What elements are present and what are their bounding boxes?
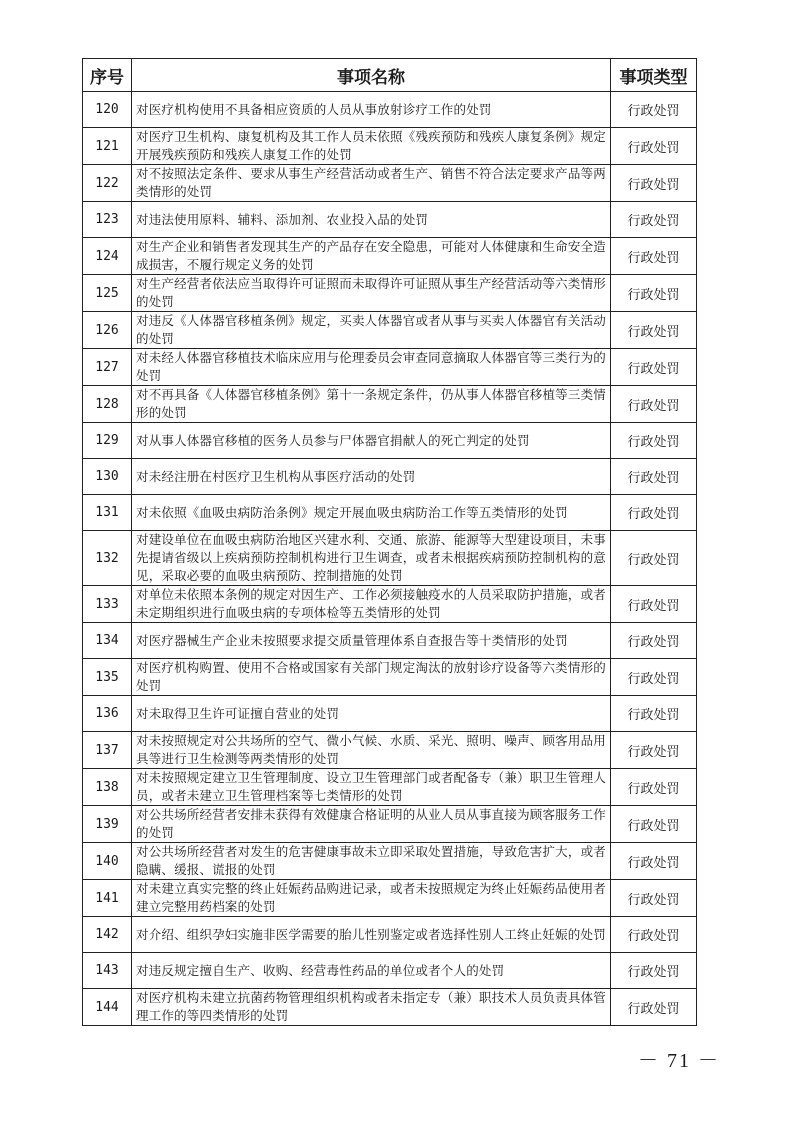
table-row xyxy=(83,312,697,349)
table-row xyxy=(83,880,697,917)
row-serial-number: 144 xyxy=(83,989,132,1026)
row-item-name: 对医疗器械生产企业未按照要求提交质量管理体系自查报告等十类情形的处罚 xyxy=(132,623,611,659)
row-item-name: 对未按照规定对公共场所的空气、微小气候、水质、采光、照明、噪声、顾客用品用具等进行卫生检测等两类情形的处罚 xyxy=(132,732,611,769)
items-table xyxy=(82,58,697,1026)
row-item-name: 对医疗机构未建立抗菌药物管理组织机构或者未指定专（兼）职技术人员负责具体管理工作的等四类情形的处罚 xyxy=(132,989,611,1026)
table-row xyxy=(83,202,697,238)
row-item-name: 对公共场所经营者对发生的危害健康事故未立即采取处置措施，导致危害扩大，或者隐瞒、缓报、谎报的处罚 xyxy=(132,843,611,880)
table-row xyxy=(83,238,697,275)
table-row xyxy=(83,989,697,1026)
row-item-type: 行政处罚 xyxy=(611,349,697,386)
row-serial-number: 128 xyxy=(83,386,132,423)
row-serial-number: 126 xyxy=(83,312,132,349)
row-item-name: 对建设单位在血吸虫病防治地区兴建水利、交通、旅游、能源等大型建设项目，未事先提请省级以上疾病预防控制机构进行卫生调查，或者未根据疾病预防控制机构的意见，采取必要的血吸虫病预防、控制措施的处罚 xyxy=(132,531,611,586)
row-item-type: 行政处罚 xyxy=(611,238,697,275)
row-serial-number: 133 xyxy=(83,586,132,623)
row-item-type: 行政处罚 xyxy=(611,843,697,880)
table-row xyxy=(83,586,697,623)
row-item-type: 行政处罚 xyxy=(611,623,697,659)
row-item-type: 行政处罚 xyxy=(611,386,697,423)
row-item-name: 对未取得卫生许可证擅自营业的处罚 xyxy=(132,696,611,732)
row-item-name: 对违法使用原料、辅料、添加剂、农业投入品的处罚 xyxy=(132,202,611,238)
row-item-type: 行政处罚 xyxy=(611,806,697,843)
table-row xyxy=(83,386,697,423)
row-item-type: 行政处罚 xyxy=(611,659,697,696)
row-item-name: 对未依照《血吸虫病防治条例》规定开展血吸虫病防治工作等五类情形的处罚 xyxy=(132,495,611,531)
row-item-name: 对未经注册在村医疗卫生机构从事医疗活动的处罚 xyxy=(132,459,611,495)
table-row xyxy=(83,623,697,659)
row-item-name: 对不再具备《人体器官移植条例》第十一条规定条件，仍从事人体器官移植等三类情形的处罚 xyxy=(132,386,611,423)
row-serial-number: 135 xyxy=(83,659,132,696)
row-serial-number: 120 xyxy=(83,92,132,128)
row-serial-number: 125 xyxy=(83,275,132,312)
row-item-type: 行政处罚 xyxy=(611,275,697,312)
row-item-type: 行政处罚 xyxy=(611,128,697,165)
table-row xyxy=(83,659,697,696)
row-item-type: 行政处罚 xyxy=(611,989,697,1026)
row-serial-number: 140 xyxy=(83,843,132,880)
table-row xyxy=(83,732,697,769)
table-row xyxy=(83,696,697,732)
row-item-type: 行政处罚 xyxy=(611,165,697,202)
row-item-name: 对未按照规定建立卫生管理制度、设立卫生管理部门或者配备专（兼）职卫生管理人员，或者未建立卫生管理档案等七类情形的处罚 xyxy=(132,769,611,806)
table-row xyxy=(83,459,697,495)
row-item-name: 对从事人体器官移植的医务人员参与尸体器官捐献人的死亡判定的处罚 xyxy=(132,423,611,459)
row-item-type: 行政处罚 xyxy=(611,531,697,586)
page-number: － 71 － xyxy=(638,1050,720,1072)
header-item-name: 事项名称 xyxy=(132,59,611,92)
row-item-type: 行政处罚 xyxy=(611,202,697,238)
table-row xyxy=(83,917,697,953)
row-item-name: 对不按照法定条件、要求从事生产经营活动或者生产、销售不符合法定要求产品等两类情形的处罚 xyxy=(132,165,611,202)
row-serial-number: 123 xyxy=(83,202,132,238)
table-row xyxy=(83,769,697,806)
row-item-type: 行政处罚 xyxy=(611,880,697,917)
table-row xyxy=(83,349,697,386)
row-serial-number: 138 xyxy=(83,769,132,806)
row-item-name: 对公共场所经营者安排未获得有效健康合格证明的从业人员从事直接为顾客服务工作的处罚 xyxy=(132,806,611,843)
row-item-name: 对医疗卫生机构、康复机构及其工作人员未依照《残疾预防和残疾人康复条例》规定开展残疾预防和残疾人康复工作的处罚 xyxy=(132,128,611,165)
table-header-row xyxy=(83,59,697,92)
row-item-type: 行政处罚 xyxy=(611,769,697,806)
table-row xyxy=(83,495,697,531)
row-serial-number: 129 xyxy=(83,423,132,459)
row-item-name: 对介绍、组织孕妇实施非医学需要的胎儿性别鉴定或者选择性别人工终止妊娠的处罚 xyxy=(132,917,611,953)
row-serial-number: 130 xyxy=(83,459,132,495)
row-item-name: 对违反《人体器官移植条例》规定，买卖人体器官或者从事与买卖人体器官有关活动的处罚 xyxy=(132,312,611,349)
header-serial-number: 序号 xyxy=(83,59,132,92)
table-row xyxy=(83,953,697,989)
row-item-type: 行政处罚 xyxy=(611,92,697,128)
row-item-type: 行政处罚 xyxy=(611,953,697,989)
row-item-name: 对生产企业和销售者发现其生产的产品存在安全隐患，可能对人体健康和生命安全造成损害，不履行规定义务的处罚 xyxy=(132,238,611,275)
row-item-type: 行政处罚 xyxy=(611,495,697,531)
row-item-type: 行政处罚 xyxy=(611,586,697,623)
row-serial-number: 134 xyxy=(83,623,132,659)
row-item-type: 行政处罚 xyxy=(611,459,697,495)
table-row xyxy=(83,806,697,843)
row-item-name: 对未经人体器官移植技术临床应用与伦理委员会审查同意摘取人体器官等三类行为的处罚 xyxy=(132,349,611,386)
row-serial-number: 127 xyxy=(83,349,132,386)
table-row xyxy=(83,531,697,586)
table-row xyxy=(83,92,697,128)
row-serial-number: 122 xyxy=(83,165,132,202)
row-item-type: 行政处罚 xyxy=(611,423,697,459)
table-row xyxy=(83,843,697,880)
row-serial-number: 124 xyxy=(83,238,132,275)
table-row xyxy=(83,165,697,202)
row-item-name: 对违反规定擅自生产、收购、经营毒性药品的单位或者个人的处罚 xyxy=(132,953,611,989)
row-item-name: 对医疗机构使用不具备相应资质的人员从事放射诊疗工作的处罚 xyxy=(132,92,611,128)
row-serial-number: 141 xyxy=(83,880,132,917)
row-serial-number: 132 xyxy=(83,531,132,586)
row-item-type: 行政处罚 xyxy=(611,732,697,769)
row-serial-number: 142 xyxy=(83,917,132,953)
row-serial-number: 121 xyxy=(83,128,132,165)
row-item-name: 对医疗机构购置、使用不合格或国家有关部门规定淘汰的放射诊疗设备等六类情形的处罚 xyxy=(132,659,611,696)
row-serial-number: 139 xyxy=(83,806,132,843)
row-item-type: 行政处罚 xyxy=(611,696,697,732)
row-serial-number: 136 xyxy=(83,696,132,732)
row-item-name: 对未建立真实完整的终止妊娠药品购进记录，或者未按照规定为终止妊娠药品使用者建立完整用药档案的处罚 xyxy=(132,880,611,917)
table-row xyxy=(83,128,697,165)
row-item-name: 对生产经营者依法应当取得许可证照而未取得许可证照从事生产经营活动等六类情形的处罚 xyxy=(132,275,611,312)
row-serial-number: 131 xyxy=(83,495,132,531)
row-item-type: 行政处罚 xyxy=(611,312,697,349)
header-item-type: 事项类型 xyxy=(611,59,697,92)
row-item-name: 对单位未依照本条例的规定对因生产、工作必须接触疫水的人员采取防护措施，或者未定期组织进行血吸虫病的专项体检等五类情形的处罚 xyxy=(132,586,611,623)
row-item-type: 行政处罚 xyxy=(611,917,697,953)
row-serial-number: 143 xyxy=(83,953,132,989)
row-serial-number: 137 xyxy=(83,732,132,769)
table-row xyxy=(83,275,697,312)
table-row xyxy=(83,423,697,459)
